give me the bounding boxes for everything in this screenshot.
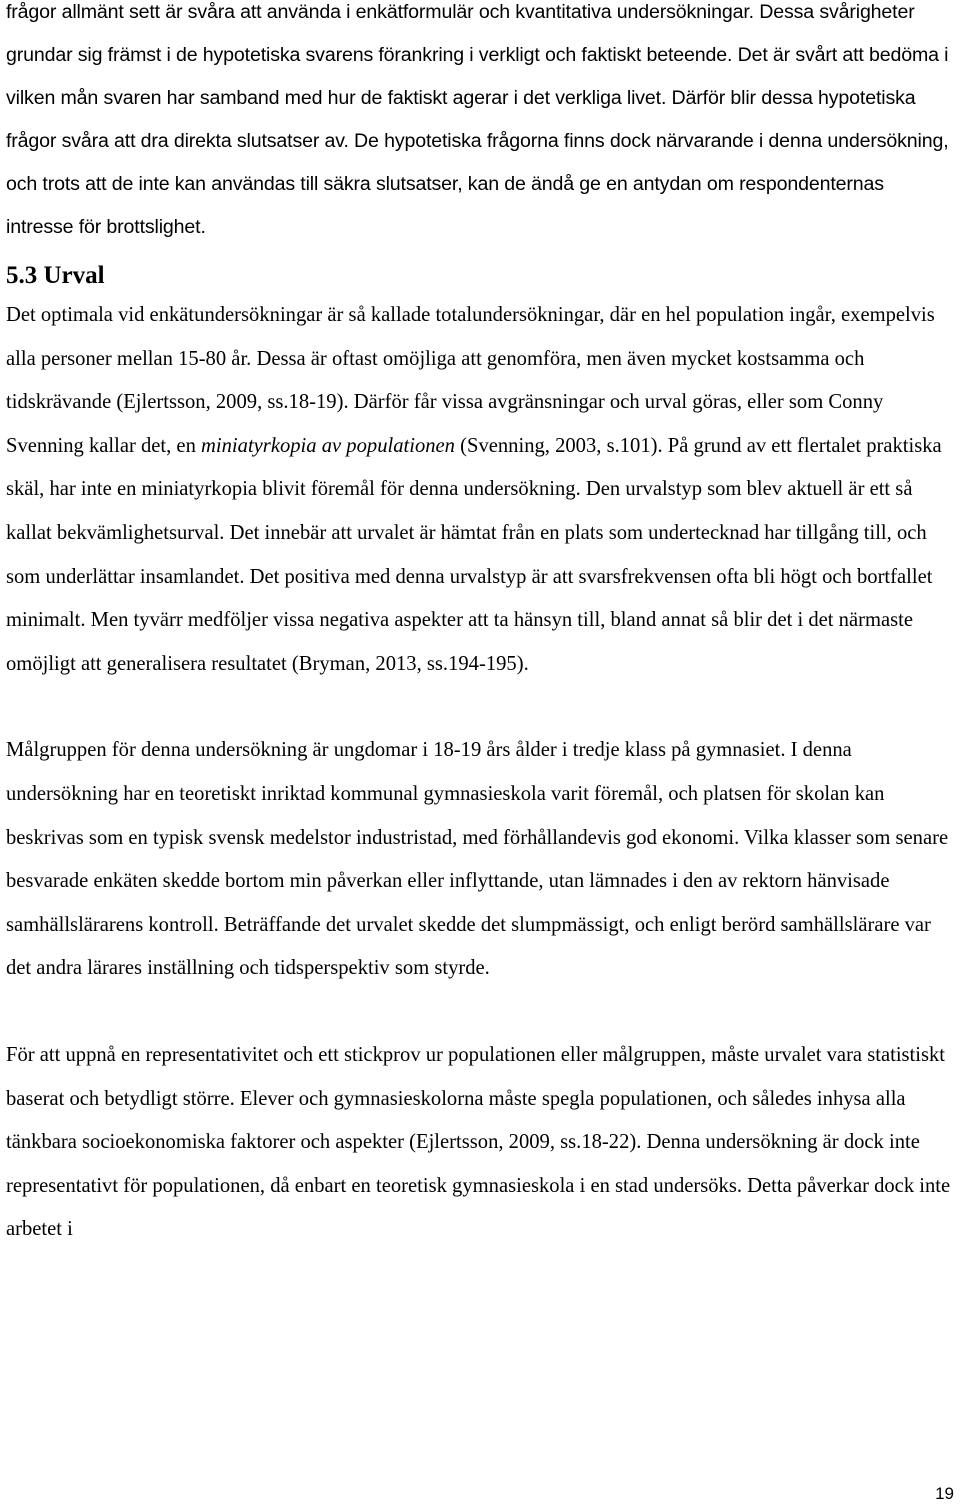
section-number: 5.3 (6, 262, 38, 289)
paragraph-text: Målgruppen för denna undersökning är ungdomar i 18-19 års ålder i tredje klass på gymnasiet. I denna undersökning har en teoretiskt inriktad kommunal gymnasieskola varit föremål, och platsen för skolan kan beskrivas som en typisk svensk medelstor industristad, med förhållandevis god ekonomi. Vilka klasser som senare besvarade enkäten skedde bortom min påverkan eller inflyttande, utan lämnades i den av rektorn hänvisade samhällslärarens kontroll. Beträffande det urvalet skedde det slumpmässigt, och enligt berörd samhällslärare var det andra lärares inställning och tidsperspektiv som styrde. (6, 739, 949, 980)
page-number: 19 (935, 1484, 954, 1503)
section-heading (6, 259, 956, 293)
paragraph-text: (Svenning, 2003, s.101). På grund av ett flertalet praktiska skäl, har inte en miniatyrkopia blivit föremål för denna undersökning. Den urvalstyp som blev aktuell är ett så kallat bekvämlighetsurval. Det innebär att urvalet är hämtat från en plats som undertecknad har tillgång till, och som underlättar insamlandet. Det positiva med denna urvalstyp är att svarsfrekvensen ofta bli högt och bortfallet minimalt. Men tyvärr medföljer vissa negativa aspekter att ta hänsyn till, bland annat så blir det i det närmaste omöjligt att generalisera resultatet (Bryman, 2013, ss.194-195). (6, 434, 942, 675)
italic-term: miniatyrkopia av populationen (201, 434, 455, 457)
paragraph-text: Det optimala vid enkätundersökningar är så kallade totalundersökningar, där en hel population ingår, exempelvis alla personer mellan 15-80 år. Dessa är oftast omöjliga att genomföra, men även mycket kostsamma och tidskrävande (Ejlertsson, 2009, ss.18-19). Därför får vissa avgränsningar och urval göras, eller som Conny Svenning kallar det, en (6, 304, 935, 457)
paragraph-urval-definition (6, 294, 956, 686)
section-title: Urval (43, 262, 105, 289)
document-page (6, 0, 956, 1252)
paragraph-text: För att uppnå en representativitet och ett stickprov ur populationen eller målgruppen, måste urvalet vara statistiskt baserat och betydligt större. Elever och gymnasieskolorna måste spegla populationen, och således inhysa alla tänkbara socioekonomiska faktorer och aspekter (Ejlertsson, 2009, ss.18-22). Denna undersökning är dock inte representativt för populationen, då enbart en teoretisk gymnasieskola i en stad undersöks. Detta påverkar dock inte arbetet i (6, 1043, 951, 1241)
intro-paragraph-text: frågor allmänt sett är svåra att använda i enkätformulär och kvantitativa undersökningar. Dessa svårigheter grundar sig främst i de hypotetiska svarens förankring i verkligt och faktiskt beteende. Det är svårt att bedöma i vilken mån svaren har samband med hur de faktiskt agerar i det verkliga livet. Därför blir dessa hypotetiska frågor svåra att dra direkta slutsatser av. De hypotetiska frågorna finns dock närvarande i denna undersökning, och trots att de inte kan användas till säkra slutsatser, kan de ändå ge en antydan om respondenternas intresse för brottslighet. (6, 1, 949, 238)
intro-paragraph (6, 0, 956, 249)
paragraph-representativity (6, 1034, 956, 1252)
paragraph-target-group (6, 729, 956, 991)
